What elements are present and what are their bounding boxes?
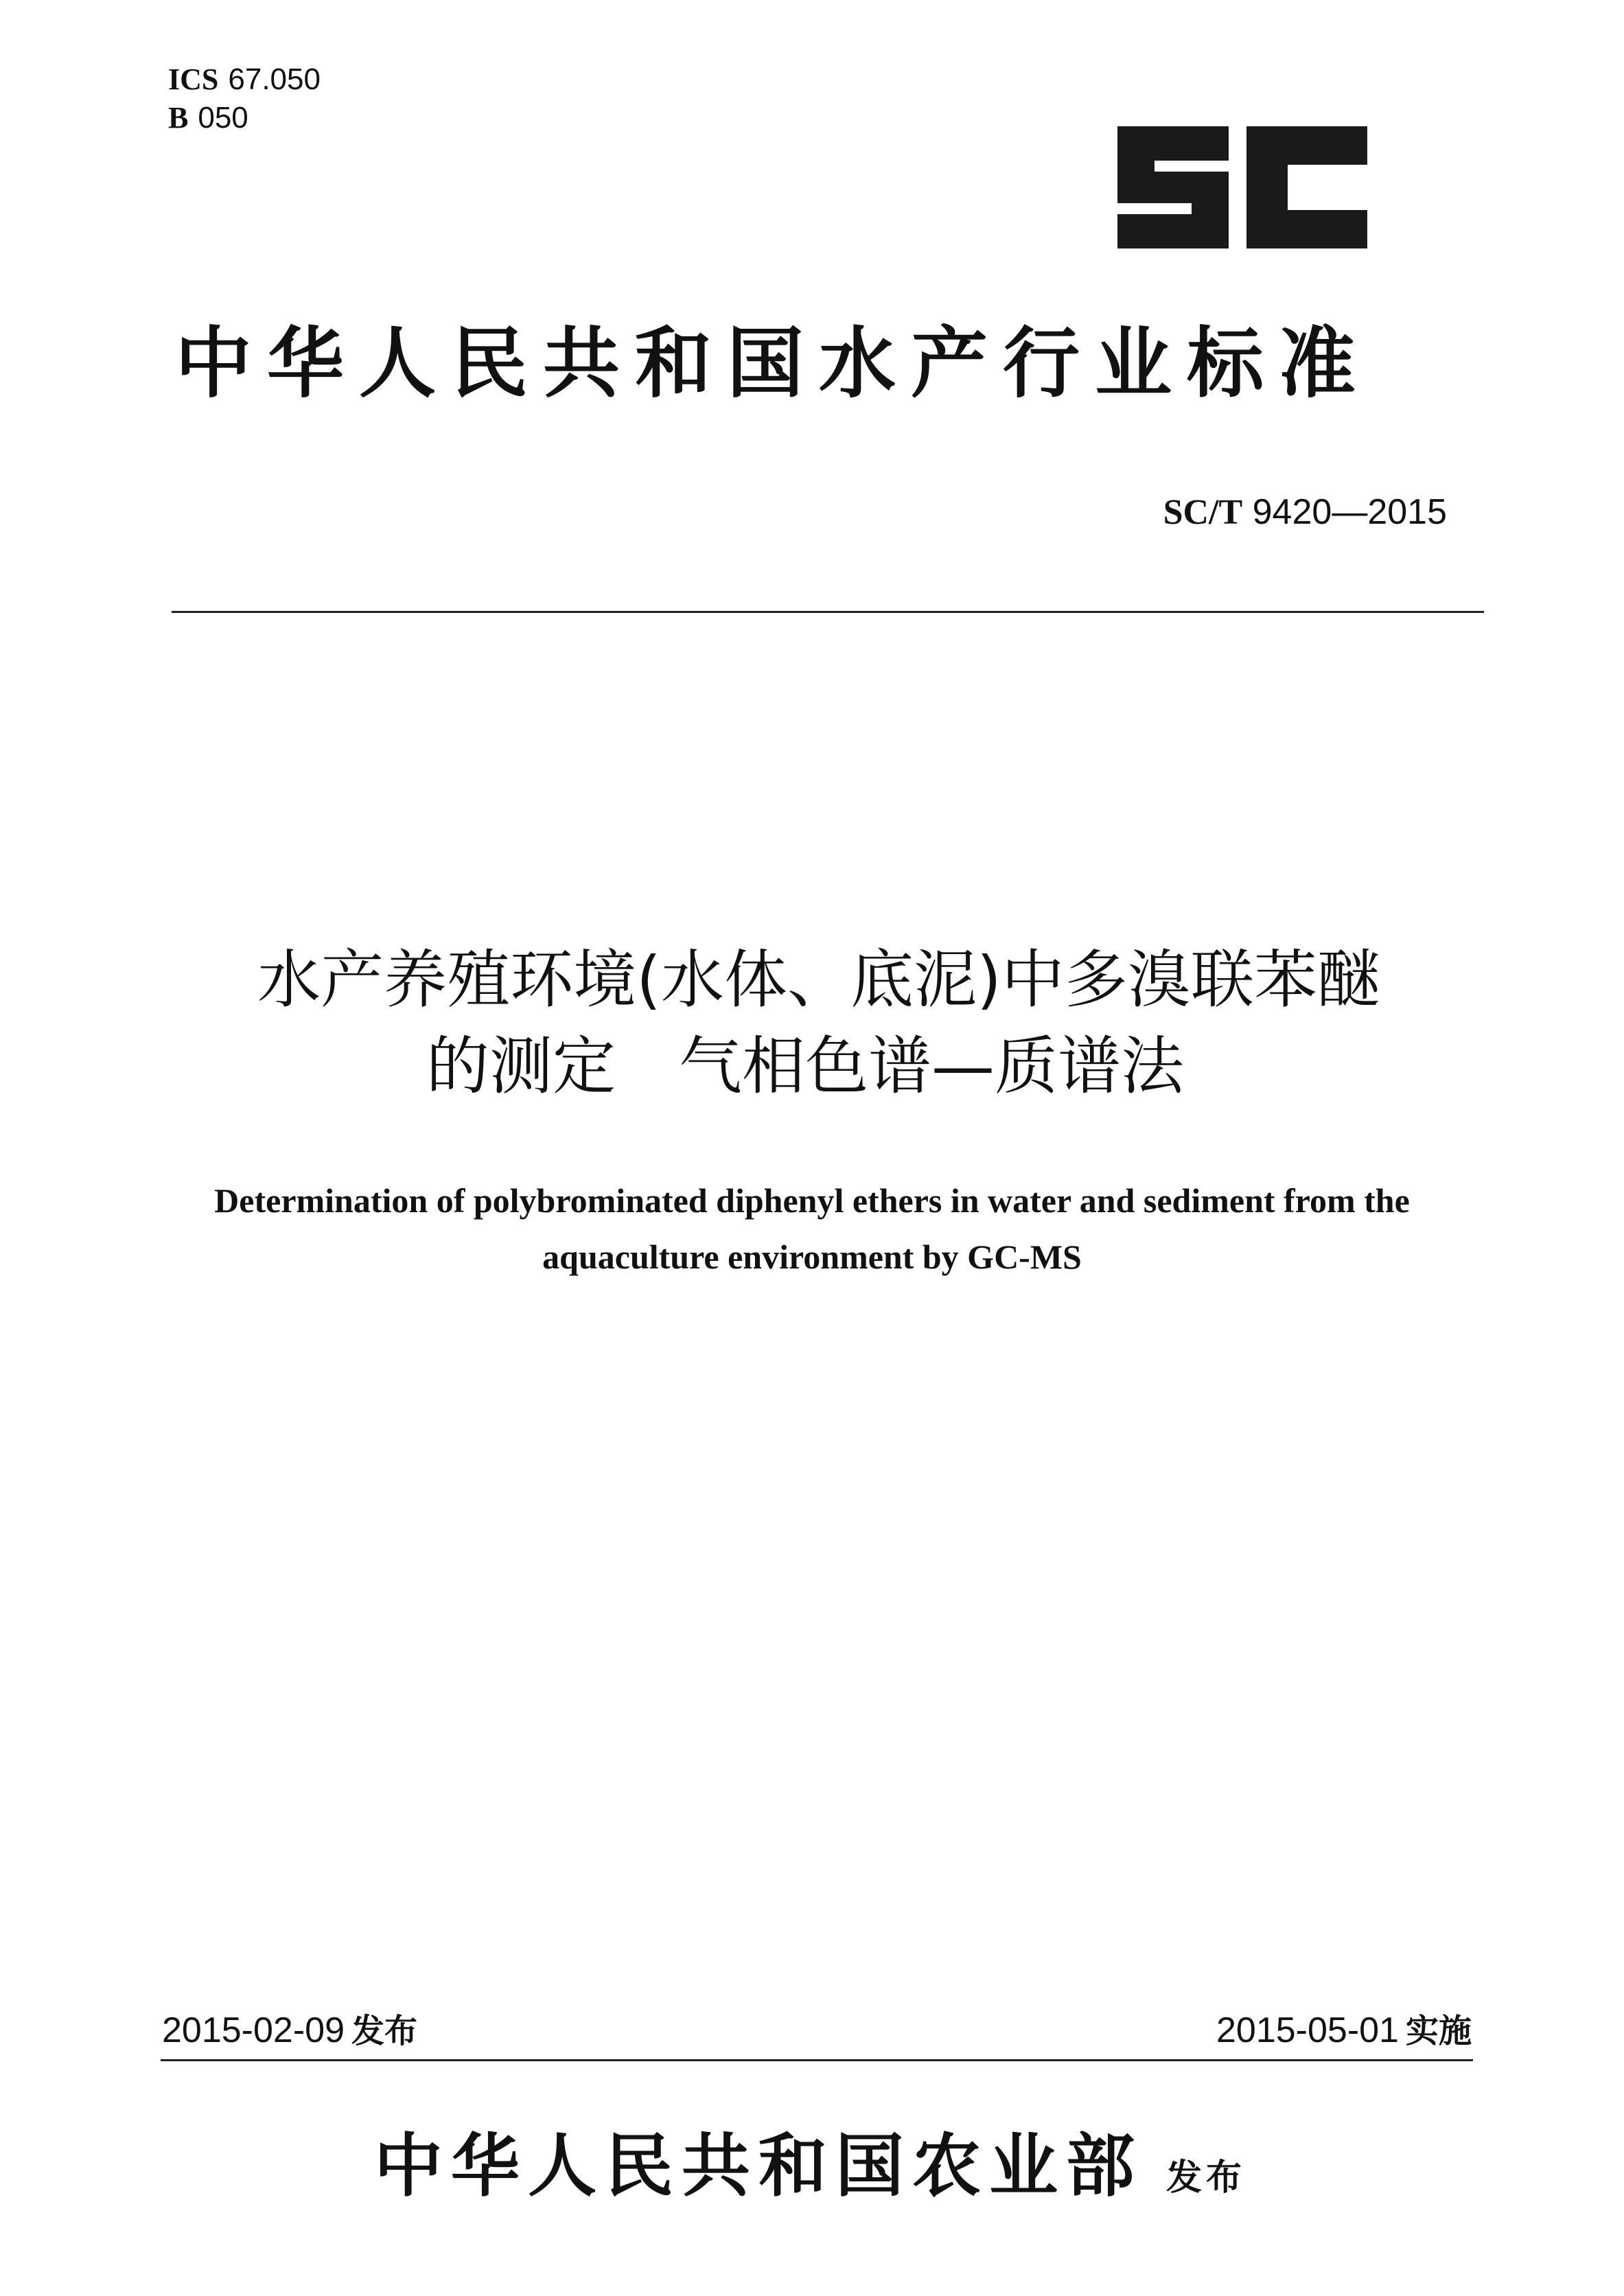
- title-chinese-line-1: 水产养殖环境(水体、底泥)中多溴联苯醚: [257, 943, 1380, 1017]
- title-english: [0, 1172, 1624, 1285]
- ics-label: ICS: [168, 62, 219, 96]
- standard-type-heading: 中华人民共和国水产行业标准: [175, 319, 1371, 408]
- publish-label: 发布: [351, 2012, 418, 2050]
- ccs-label: B: [168, 101, 189, 135]
- implement-label: 实施: [1405, 2012, 1472, 2050]
- standard-number: [1163, 491, 1447, 533]
- implement-date-group: [1216, 2004, 1472, 2052]
- ics-code-row: [168, 60, 321, 99]
- issuer: [374, 2111, 1246, 2210]
- dates-row: [162, 2004, 1472, 2052]
- ccs-code-row: [168, 99, 321, 137]
- implement-date: 2015-05-01: [1216, 2010, 1399, 2050]
- sc-logo: [1112, 122, 1373, 253]
- title-english-line-1: Determination of polybrominated diphenyl ethers in water and sediment from the: [214, 1181, 1410, 1220]
- publish-date: 2015-02-09: [162, 2010, 345, 2050]
- bottom-divider: [161, 2059, 1473, 2061]
- standard-number-prefix: SC/T: [1163, 493, 1243, 532]
- ccs-code: 050: [198, 101, 248, 135]
- title-chinese: [0, 937, 1624, 1110]
- standard-number-value: 9420—2015: [1252, 492, 1447, 532]
- title-chinese-line-2: 的测定 气相色谱—质谱法: [426, 1030, 1184, 1103]
- issuer-publish-label: 发布: [1166, 2157, 1246, 2199]
- title-english-line-2: aquaculture environment by GC-MS: [542, 1238, 1082, 1276]
- issuer-name: 中华人民共和国农业部: [374, 2125, 1143, 2206]
- ics-code: 67.050: [228, 62, 321, 96]
- top-divider: [172, 611, 1484, 613]
- publish-date-group: [162, 2004, 417, 2052]
- sc-logo-mark: [1112, 122, 1373, 253]
- classification-codes: [168, 60, 321, 137]
